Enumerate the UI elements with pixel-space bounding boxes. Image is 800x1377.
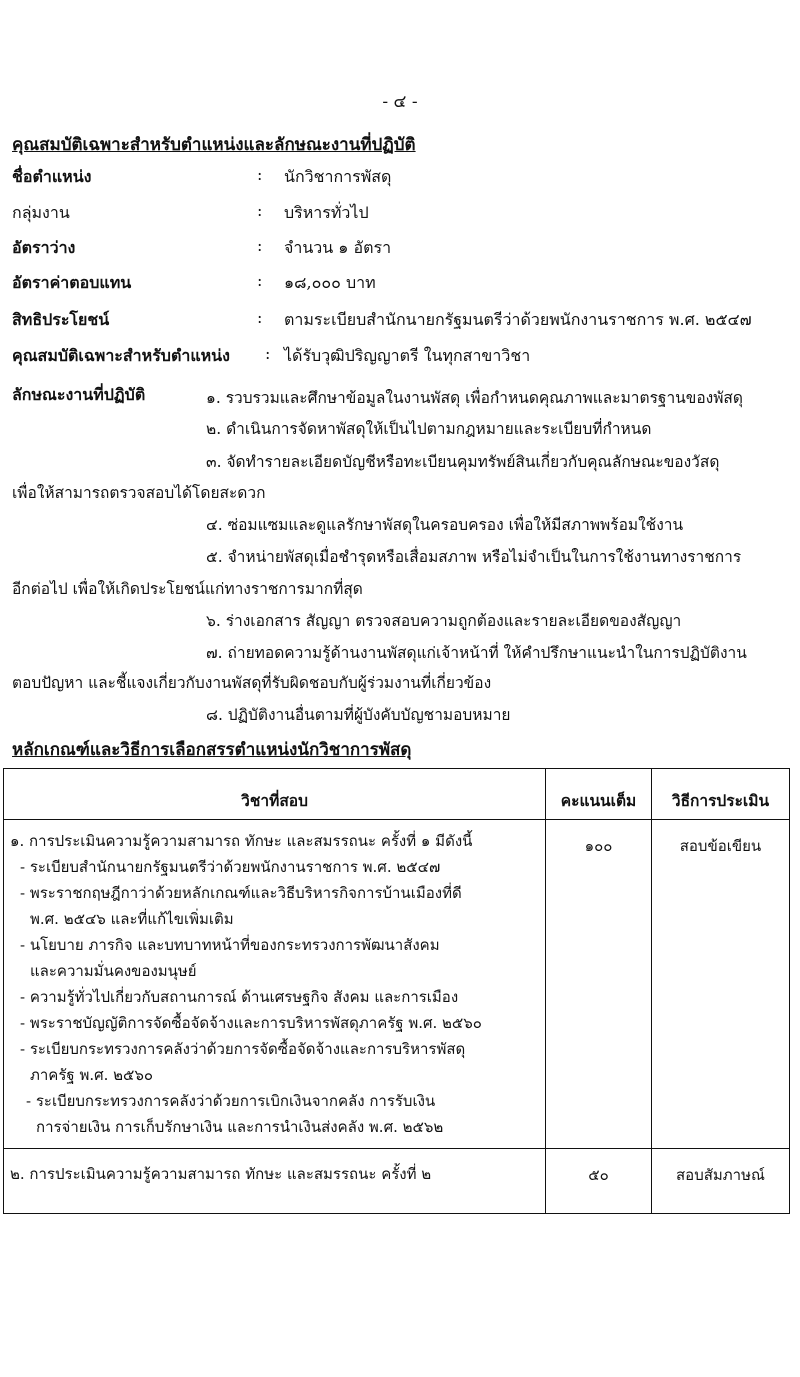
list-item-text: - พระราชกฤษฎีกาว่าด้วยหลักเกณฑ์และวิธีบริหารกิจการบ้านเมืองที่ดี bbox=[20, 884, 462, 902]
header-subject: วิชาที่สอบ bbox=[4, 769, 546, 820]
duty-line: ๗. ถ่ายทอดความรู้ด้านงานพัสดุแก่เจ้าหน้าที่ ให้คำปรึกษาแนะนำในการปฏิบัติงาน bbox=[206, 644, 747, 662]
duty-line: ตอบปัญหา และชี้แจงเกี่ยวกับงานพัสดุที่รับผิดชอบกับผู้ร่วมงานที่เกี่ยวข้อง bbox=[12, 674, 492, 692]
page-number: - ๔ - bbox=[382, 92, 418, 112]
info-label: สิทธิประโยชน์ bbox=[12, 310, 110, 329]
list-item-text: - ระเบียบกระทรวงการคลังว่าด้วยการจัดซื้อจัดจ้างและการบริหารพัสดุ bbox=[20, 1040, 466, 1058]
subject-cell bbox=[4, 1149, 546, 1214]
list-item bbox=[10, 880, 539, 932]
list-item-text: - นโยบาย ภารกิจ และบทบาทหน้าที่ของกระทรวงการพัฒนาสังคม bbox=[20, 936, 440, 954]
list-item-text: - ความรู้ทั่วไปเกี่ยวกับสถานการณ์ ด้านเศรษฐกิจ สังคม และการเมือง bbox=[20, 988, 459, 1006]
info-label: กลุ่มงาน bbox=[12, 203, 70, 222]
info-colon: : bbox=[257, 165, 263, 184]
info-row-salary bbox=[12, 271, 792, 299]
info-value: ๑๘,๐๐๐ บาท bbox=[284, 273, 376, 292]
info-row-group bbox=[12, 201, 792, 229]
duty-line: ๔. ซ่อมแซมและดูแลรักษาพัสดุในครอบครอง เพื่อให้มีสภาพพร้อมใช้งาน bbox=[206, 516, 684, 534]
info-row-position bbox=[12, 165, 792, 193]
duty-line: เพื่อให้สามารถตรวจสอบได้โดยสะดวก bbox=[12, 484, 266, 502]
duty-line: ๒. ดำเนินการจัดหาพัสดุให้เป็นไปตามกฎหมายและระเบียบที่กำหนด bbox=[206, 420, 652, 438]
duty-line: ๑. รวบรวมและศึกษาข้อมูลในงานพัสดุ เพื่อกำหนดคุณภาพและมาตรฐานของพัสดุ bbox=[206, 389, 743, 407]
info-value: บริหารทั่วไป bbox=[284, 203, 369, 222]
list-item bbox=[10, 932, 539, 984]
info-colon: : bbox=[257, 271, 263, 290]
duties-label: ลักษณะงานที่ปฏิบัติ bbox=[12, 385, 146, 404]
list-item-continuation: พ.ศ. ๒๕๔๖ และที่แก้ไขเพิ่มเติม bbox=[30, 910, 234, 928]
table-row bbox=[4, 820, 790, 1149]
duty-line: ๓. จัดทำรายละเอียดบัญชีหรือทะเบียนคุมทรัพย์สินเกี่ยวกับคุณลักษณะของวัสดุ bbox=[206, 453, 720, 471]
selection-criteria-table bbox=[3, 768, 790, 1214]
subject-cell bbox=[4, 820, 546, 1149]
list-item-continuation: การจ่ายเงิน การเก็บรักษาเงิน และการนำเงินส่งคลัง พ.ศ. ๒๕๖๒ bbox=[36, 1118, 444, 1136]
info-label: คุณสมบัติเฉพาะสำหรับตำแหน่ง bbox=[12, 346, 230, 365]
subject-title: ๒. การประเมินความรู้ความสามารถ ทักษะ และสมรรถนะ ครั้งที่ ๒ bbox=[10, 1165, 432, 1183]
duty-line: ๖. ร่างเอกสาร สัญญา ตรวจสอบความถูกต้องและรายละเอียดของสัญญา bbox=[206, 612, 682, 630]
table-header-row bbox=[4, 769, 790, 820]
list-item bbox=[10, 854, 539, 880]
duty-line: ๕. จำหน่ายพัสดุเมื่อชำรุดหรือเสื่อมสภาพ หรือไม่จำเป็นในการใช้งานทางราชการ bbox=[206, 548, 742, 566]
list-item-text: - ระเบียบสำนักนายกรัฐมนตรีว่าด้วยพนักงานราชการ พ.ศ. ๒๕๔๗ bbox=[20, 858, 441, 876]
info-colon: : bbox=[257, 201, 263, 220]
info-value: จำนวน ๑ อัตรา bbox=[284, 238, 392, 257]
criteria-heading: หลักเกณฑ์และวิธีการเลือกสรรตำแหน่งนักวิชาการพัสดุ bbox=[12, 740, 412, 760]
info-row-benefits bbox=[12, 308, 792, 336]
list-item bbox=[10, 1036, 539, 1088]
header-method: วิธีการประเมิน bbox=[651, 769, 789, 820]
info-row-qualification bbox=[12, 344, 792, 372]
info-row-vacancy bbox=[12, 236, 792, 264]
subject-title: ๑. การประเมินความรู้ความสามารถ ทักษะ และสมรรถนะ ครั้งที่ ๑ มีดังนี้ bbox=[10, 832, 473, 850]
duty-line: ๘. ปฏิบัติงานอื่นตามที่ผู้บังคับบัญชามอบหมาย bbox=[206, 706, 511, 724]
info-label: ชื่อตำแหน่ง bbox=[12, 167, 92, 186]
info-value: ตามระเบียบสำนักนายกรัฐมนตรีว่าด้วยพนักงานราชการ พ.ศ. ๒๕๔๗ bbox=[284, 310, 752, 329]
table-row bbox=[4, 1149, 790, 1214]
method-cell: สอบสัมภาษณ์ bbox=[651, 1149, 789, 1214]
list-item-text: - พระราชบัญญัติการจัดซื้อจัดจ้างและการบริหารพัสดุภาครัฐ พ.ศ. ๒๕๖๐ bbox=[20, 1014, 482, 1032]
method-cell: สอบข้อเขียน bbox=[651, 820, 789, 1149]
score-cell: ๕๐ bbox=[546, 1149, 652, 1214]
info-label: อัตราค่าตอบแทน bbox=[12, 273, 132, 292]
list-item-continuation: และความมั่นคงของมนุษย์ bbox=[30, 962, 197, 980]
list-item-text: - ระเบียบกระทรวงการคลังว่าด้วยการเบิกเงินจากคลัง การรับเงิน bbox=[26, 1092, 436, 1110]
list-item bbox=[10, 984, 539, 1010]
info-colon: : bbox=[257, 236, 263, 255]
duty-line: อีกต่อไป เพื่อให้เกิดประโยชน์แก่ทางราชการมากที่สุด bbox=[12, 580, 363, 598]
info-colon: : bbox=[265, 344, 271, 363]
info-value: นักวิชาการพัสดุ bbox=[284, 167, 392, 186]
qualifications-heading: คุณสมบัติเฉพาะสำหรับตำแหน่งและลักษณะงานที่ปฏิบัติ bbox=[12, 135, 416, 155]
score-cell: ๑๐๐ bbox=[546, 820, 652, 1149]
header-full-score: คะแนนเต็ม bbox=[546, 769, 652, 820]
list-item-continuation: ภาครัฐ พ.ศ. ๒๕๖๐ bbox=[30, 1066, 154, 1084]
info-colon: : bbox=[257, 308, 263, 327]
info-value: ได้รับวุฒิปริญญาตรี ในทุกสาขาวิชา bbox=[284, 346, 531, 365]
list-item bbox=[10, 1088, 539, 1140]
list-item bbox=[10, 1010, 539, 1036]
info-label: อัตราว่าง bbox=[12, 238, 76, 257]
